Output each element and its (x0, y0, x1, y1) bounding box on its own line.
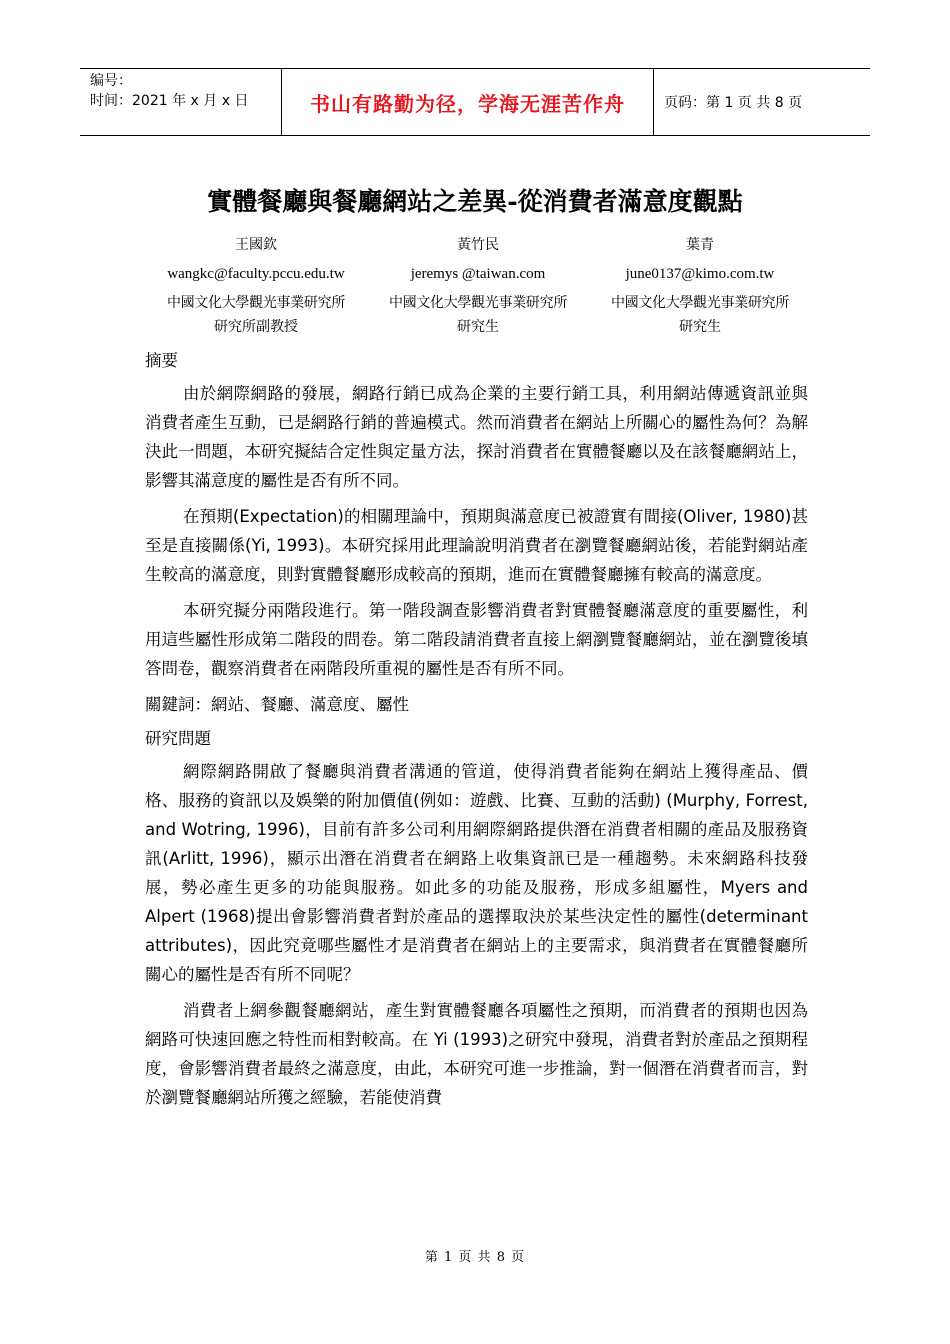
author-role: 研究所副教授 (214, 319, 298, 335)
date-label: 时间：2021 年 x 月 x 日 (90, 93, 249, 109)
author-2 (367, 233, 589, 337)
author-role: 研究生 (457, 319, 499, 335)
author-institution: 中國文化大學觀光事業研究所 (388, 295, 568, 311)
author-name: 黃竹民 (457, 237, 499, 253)
author-role: 研究生 (679, 319, 721, 335)
research-heading: 研究問題 (145, 729, 211, 748)
number-label: 编号： (90, 73, 132, 89)
document-title: 實體餐廳與餐廳網站之差異-從消費者滿意度觀點 (207, 187, 743, 216)
header-page-info: 页码：第 1 页 共 8 页 (664, 95, 803, 111)
author-block (145, 233, 810, 337)
keywords-line: 關鍵詞：網站、餐廳、滿意度、屬性 (145, 695, 409, 714)
header-motto: 书山有路勤为径，学海无涯苦作舟 (282, 69, 654, 135)
author-email: wangkc@faculty.pccu.edu.tw (167, 266, 345, 282)
author-name: 葉青 (686, 237, 714, 253)
research-paragraph: 消費者上網參觀餐廳網站，產生對實體餐廳各項屬性之預期，而消費者的預期也因為網路可快速回應之特性而相對較高。在 Yi (1993)之研究中發現，消費者對於產品之預期程度，會影響消費者最終之滿意度，由此，本研究可進一步推論，對一個潛在消費者而言，對於瀏覽餐廳網站所獲之經驗，若能使消費 (145, 1001, 808, 1107)
author-institution: 中國文化大學觀光事業研究所 (166, 295, 346, 311)
header-meta (80, 69, 282, 135)
abstract-paragraph: 在預期(Expectation)的相關理論中，預期與滿意度已被證實有間接(Oliver, 1980)甚至是直接關係(Yi, 1993)。本研究採用此理論說明消費者在瀏覽餐廳網站後，若能對網站產生較高的滿意度，則對實體餐廳形成較高的預期，進而在實體餐廳擁有較高的滿意度。 (145, 507, 808, 584)
abstract-paragraph: 由於網際網路的發展，網路行銷已成為企業的主要行銷工具，利用網站傳遞資訊並與消費者產生互動，已是網路行銷的普遍模式。然而消費者在網站上所關心的屬性為何？為解決此一問題，本研究擬結合定性與定量方法，探討消費者在實體餐廳以及在該餐廳網站上，影響其滿意度的屬性是否有所不同。 (145, 384, 808, 490)
author-name: 王國欽 (235, 237, 277, 253)
research-paragraph: 網際網路開啟了餐廳與消費者溝通的管道，使得消費者能夠在網站上獲得產品、價格、服務的資訊以及娛樂的附加價值(例如：遊戲、比賽、互動的活動) (Murphy, Forrest, and Wotring, 1996)，目前有許多公司利用網際網路提供潛在消費者相關的產品及服務資訊(Arlitt, 1996)，顯示出潛在消費者在網路上收集資訊已是一種趨勢。未來網路科技發展，勢必產生更多的功能與服務。如此多的功能及服務，形成多組屬性，Myers and Alpert (1968)提出會影響消費者對於產品的選擇取決於某些決定性的屬性(determinant attributes)，因此究竟哪些屬性才是消費者在網站上的主要需求，與消費者在實體餐廳所關心的屬性是否有所不同呢？ (145, 762, 808, 984)
page-footer: 第 1 页 共 8 页 (424, 1250, 526, 1265)
author-3 (589, 233, 810, 337)
author-1 (145, 233, 367, 337)
author-email: jeremys @taiwan.com (410, 266, 546, 282)
abstract-paragraph: 本研究擬分兩階段進行。第一階段調查影響消費者對實體餐廳滿意度的重要屬性，利用這些屬性形成第二階段的問卷。第二階段請消費者直接上網瀏覽餐廳網站，並在瀏覽後填答問卷，觀察消費者在兩階段所重視的屬性是否有所不同。 (145, 601, 808, 678)
abstract-heading: 摘要 (145, 351, 178, 370)
page-header (80, 68, 870, 136)
author-institution: 中國文化大學觀光事業研究所 (610, 295, 790, 311)
document-body (145, 345, 808, 1119)
author-email: june0137@kimo.com.tw (625, 266, 775, 282)
